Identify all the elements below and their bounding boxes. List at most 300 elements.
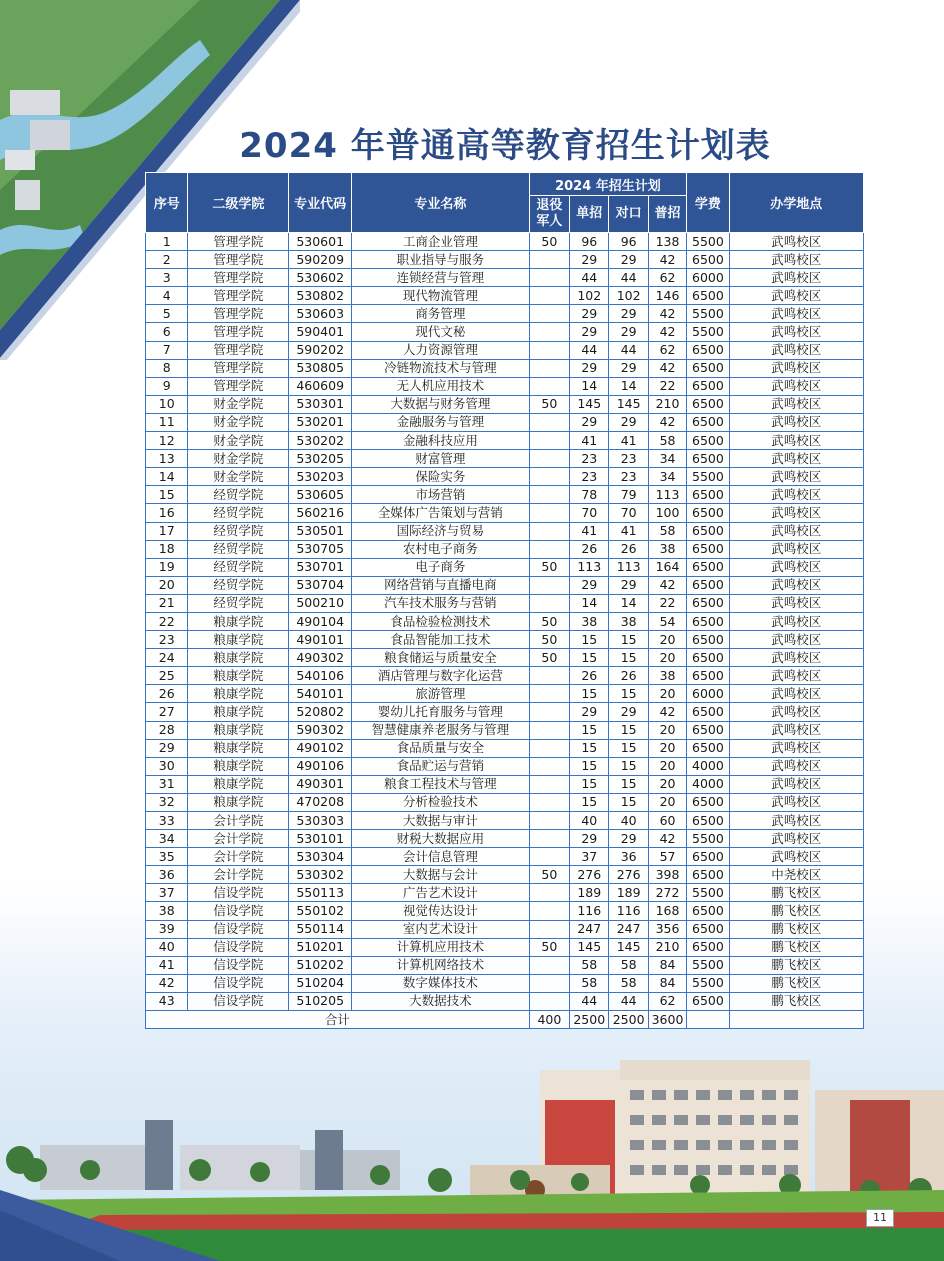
cell-dual: 113	[609, 558, 648, 576]
cell-dual: 44	[609, 269, 648, 287]
cell-general: 42	[648, 576, 686, 594]
cell-general: 398	[648, 866, 686, 884]
cell-college: 会计学院	[188, 812, 289, 830]
cell-campus: 武鸣校区	[729, 341, 863, 359]
cell-code: 490104	[289, 612, 352, 630]
cell-general: 146	[648, 287, 686, 305]
cell-major: 商务管理	[351, 305, 529, 323]
cell-single: 15	[570, 721, 609, 739]
cell-veteran	[529, 902, 569, 920]
cell-major: 室内艺术设计	[351, 920, 529, 938]
cell-seq: 2	[146, 251, 188, 269]
cell-campus: 武鸣校区	[729, 269, 863, 287]
cell-fee: 6500	[687, 540, 729, 558]
cell-college: 管理学院	[188, 251, 289, 269]
cell-dual: 15	[609, 739, 648, 757]
cell-seq: 6	[146, 323, 188, 341]
cell-code: 530802	[289, 287, 352, 305]
cell-general: 34	[648, 450, 686, 468]
cell-general: 42	[648, 305, 686, 323]
cell-college: 经贸学院	[188, 486, 289, 504]
cell-fee: 6500	[687, 721, 729, 739]
cell-veteran	[529, 703, 569, 721]
table-row	[146, 558, 864, 576]
cell-college: 信设学院	[188, 956, 289, 974]
cell-major: 市场营销	[351, 486, 529, 504]
cell-major: 食品检验检测技术	[351, 612, 529, 630]
cell-seq: 8	[146, 359, 188, 377]
total-dual: 2500	[609, 1011, 648, 1029]
cell-seq: 30	[146, 757, 188, 775]
cell-fee: 6500	[687, 866, 729, 884]
cell-code: 530704	[289, 576, 352, 594]
cell-general: 20	[648, 631, 686, 649]
cell-dual: 15	[609, 649, 648, 667]
cell-single: 44	[570, 992, 609, 1010]
cell-major: 财富管理	[351, 450, 529, 468]
cell-single: 23	[570, 468, 609, 486]
cell-seq: 27	[146, 703, 188, 721]
cell-major: 旅游管理	[351, 685, 529, 703]
cell-college: 粮康学院	[188, 667, 289, 685]
cell-dual: 23	[609, 450, 648, 468]
table-row	[146, 721, 864, 739]
table-row	[146, 830, 864, 848]
cell-campus: 鹏飞校区	[729, 938, 863, 956]
table-row	[146, 793, 864, 811]
cell-fee: 5500	[687, 233, 729, 251]
cell-single: 29	[570, 305, 609, 323]
cell-seq: 43	[146, 992, 188, 1010]
cell-veteran	[529, 848, 569, 866]
cell-dual: 247	[609, 920, 648, 938]
cell-veteran	[529, 450, 569, 468]
cell-seq: 21	[146, 594, 188, 612]
table-row	[146, 703, 864, 721]
cell-seq: 5	[146, 305, 188, 323]
cell-dual: 116	[609, 902, 648, 920]
cell-college: 财金学院	[188, 468, 289, 486]
cell-dual: 29	[609, 323, 648, 341]
cell-dual: 29	[609, 359, 648, 377]
cell-college: 信设学院	[188, 992, 289, 1010]
cell-fee: 6500	[687, 432, 729, 450]
cell-veteran	[529, 377, 569, 395]
cell-code: 590302	[289, 721, 352, 739]
cell-code: 530603	[289, 305, 352, 323]
cell-major: 连锁经营与管理	[351, 269, 529, 287]
cell-seq: 40	[146, 938, 188, 956]
cell-dual: 14	[609, 377, 648, 395]
cell-college: 经贸学院	[188, 522, 289, 540]
cell-campus: 武鸣校区	[729, 504, 863, 522]
cell-single: 102	[570, 287, 609, 305]
cell-code: 490101	[289, 631, 352, 649]
table-row	[146, 432, 864, 450]
cell-major: 会计信息管理	[351, 848, 529, 866]
cell-college: 信设学院	[188, 938, 289, 956]
cell-single: 14	[570, 377, 609, 395]
cell-single: 189	[570, 884, 609, 902]
cell-code: 530705	[289, 540, 352, 558]
cell-general: 60	[648, 812, 686, 830]
cell-college: 粮康学院	[188, 612, 289, 630]
cell-code: 560216	[289, 504, 352, 522]
cell-single: 40	[570, 812, 609, 830]
cell-campus: 武鸣校区	[729, 323, 863, 341]
cell-veteran	[529, 812, 569, 830]
cell-campus: 武鸣校区	[729, 359, 863, 377]
cell-code: 530701	[289, 558, 352, 576]
cell-veteran	[529, 884, 569, 902]
cell-code: 500210	[289, 594, 352, 612]
cell-college: 粮康学院	[188, 757, 289, 775]
cell-single: 15	[570, 775, 609, 793]
cell-major: 数字媒体技术	[351, 974, 529, 992]
page-number: 11	[866, 1209, 894, 1227]
cell-college: 经贸学院	[188, 504, 289, 522]
cell-fee: 6000	[687, 269, 729, 287]
table-row	[146, 269, 864, 287]
cell-single: 29	[570, 830, 609, 848]
cell-major: 保险实务	[351, 468, 529, 486]
cell-general: 168	[648, 902, 686, 920]
cell-seq: 29	[146, 739, 188, 757]
cell-college: 管理学院	[188, 287, 289, 305]
cell-seq: 13	[146, 450, 188, 468]
cell-code: 540101	[289, 685, 352, 703]
cell-campus: 武鸣校区	[729, 612, 863, 630]
cell-general: 62	[648, 269, 686, 287]
cell-fee: 5500	[687, 305, 729, 323]
cell-code: 530303	[289, 812, 352, 830]
cell-code: 530601	[289, 233, 352, 251]
cell-dual: 15	[609, 793, 648, 811]
cell-general: 58	[648, 432, 686, 450]
cell-veteran	[529, 956, 569, 974]
cell-college: 经贸学院	[188, 594, 289, 612]
cell-code: 550102	[289, 902, 352, 920]
cell-veteran	[529, 974, 569, 992]
cell-major: 广告艺术设计	[351, 884, 529, 902]
table-row	[146, 631, 864, 649]
cell-veteran	[529, 522, 569, 540]
cell-general: 42	[648, 413, 686, 431]
cell-veteran	[529, 305, 569, 323]
cell-dual: 29	[609, 830, 648, 848]
cell-dual: 96	[609, 233, 648, 251]
cell-college: 管理学院	[188, 305, 289, 323]
cell-code: 530101	[289, 830, 352, 848]
cell-campus: 武鸣校区	[729, 703, 863, 721]
cell-veteran	[529, 721, 569, 739]
cell-fee: 6000	[687, 685, 729, 703]
cell-college: 粮康学院	[188, 631, 289, 649]
cell-general: 20	[648, 685, 686, 703]
cell-code: 550113	[289, 884, 352, 902]
cell-code: 540106	[289, 667, 352, 685]
cell-dual: 41	[609, 522, 648, 540]
cell-major: 现代文秘	[351, 323, 529, 341]
cell-seq: 32	[146, 793, 188, 811]
total-label: 合计	[146, 1011, 530, 1029]
cell-single: 29	[570, 359, 609, 377]
cell-dual: 29	[609, 251, 648, 269]
cell-fee: 6500	[687, 395, 729, 413]
cell-fee: 6500	[687, 631, 729, 649]
cell-single: 29	[570, 413, 609, 431]
cell-fee: 6500	[687, 576, 729, 594]
cell-veteran	[529, 269, 569, 287]
cell-campus: 武鸣校区	[729, 287, 863, 305]
cell-veteran	[529, 287, 569, 305]
cell-veteran: 50	[529, 233, 569, 251]
cell-veteran	[529, 468, 569, 486]
cell-veteran: 50	[529, 558, 569, 576]
cell-campus: 武鸣校区	[729, 450, 863, 468]
cell-code: 470208	[289, 793, 352, 811]
cell-seq: 39	[146, 920, 188, 938]
cell-single: 96	[570, 233, 609, 251]
cell-campus: 武鸣校区	[729, 775, 863, 793]
cell-veteran	[529, 251, 569, 269]
cell-fee: 5500	[687, 956, 729, 974]
cell-fee: 4000	[687, 757, 729, 775]
cell-fee: 5500	[687, 974, 729, 992]
cell-seq: 15	[146, 486, 188, 504]
cell-fee: 6500	[687, 848, 729, 866]
cell-college: 信设学院	[188, 902, 289, 920]
cell-veteran	[529, 685, 569, 703]
cell-dual: 29	[609, 305, 648, 323]
cell-veteran	[529, 830, 569, 848]
table-row	[146, 649, 864, 667]
cell-college: 会计学院	[188, 830, 289, 848]
cell-code: 490102	[289, 739, 352, 757]
header-dual: 对口	[609, 196, 648, 233]
cell-fee: 6500	[687, 251, 729, 269]
cell-college: 信设学院	[188, 920, 289, 938]
cell-fee: 6500	[687, 341, 729, 359]
cell-fee: 4000	[687, 775, 729, 793]
cell-fee: 6500	[687, 594, 729, 612]
cell-major: 工商企业管理	[351, 233, 529, 251]
cell-code: 590401	[289, 323, 352, 341]
cell-campus: 武鸣校区	[729, 721, 863, 739]
cell-fee: 6500	[687, 522, 729, 540]
cell-campus: 武鸣校区	[729, 251, 863, 269]
cell-single: 38	[570, 612, 609, 630]
cell-campus: 武鸣校区	[729, 830, 863, 848]
cell-college: 会计学院	[188, 848, 289, 866]
cell-college: 粮康学院	[188, 649, 289, 667]
cell-seq: 34	[146, 830, 188, 848]
cell-dual: 40	[609, 812, 648, 830]
cell-campus: 鹏飞校区	[729, 956, 863, 974]
cell-code: 510205	[289, 992, 352, 1010]
table-row	[146, 323, 864, 341]
cell-campus: 武鸣校区	[729, 685, 863, 703]
cell-campus: 武鸣校区	[729, 558, 863, 576]
table-row	[146, 685, 864, 703]
cell-campus: 武鸣校区	[729, 522, 863, 540]
cell-major: 网络营销与直播电商	[351, 576, 529, 594]
cell-campus: 武鸣校区	[729, 739, 863, 757]
table-row	[146, 920, 864, 938]
table-row	[146, 757, 864, 775]
cell-fee: 6500	[687, 938, 729, 956]
table-row	[146, 739, 864, 757]
cell-single: 145	[570, 395, 609, 413]
cell-college: 会计学院	[188, 866, 289, 884]
cell-fee: 6500	[687, 359, 729, 377]
cell-general: 42	[648, 359, 686, 377]
cell-fee: 6500	[687, 504, 729, 522]
cell-campus: 武鸣校区	[729, 576, 863, 594]
cell-seq: 33	[146, 812, 188, 830]
enrollment-plan-table	[145, 172, 864, 1029]
cell-campus: 武鸣校区	[729, 757, 863, 775]
cell-college: 粮康学院	[188, 703, 289, 721]
table-row	[146, 450, 864, 468]
cell-single: 37	[570, 848, 609, 866]
cell-general: 38	[648, 667, 686, 685]
cell-major: 电子商务	[351, 558, 529, 576]
cell-dual: 44	[609, 992, 648, 1010]
cell-dual: 189	[609, 884, 648, 902]
cell-dual: 58	[609, 974, 648, 992]
cell-single: 26	[570, 667, 609, 685]
cell-seq: 9	[146, 377, 188, 395]
cell-fee: 6500	[687, 667, 729, 685]
cell-campus: 武鸣校区	[729, 649, 863, 667]
cell-general: 22	[648, 377, 686, 395]
cell-fee: 6500	[687, 812, 729, 830]
header-major: 专业名称	[351, 173, 529, 233]
cell-fee: 6500	[687, 793, 729, 811]
cell-college: 信设学院	[188, 884, 289, 902]
cell-general: 42	[648, 323, 686, 341]
cell-fee: 6500	[687, 287, 729, 305]
cell-veteran	[529, 757, 569, 775]
total-general: 3600	[648, 1011, 686, 1029]
cell-single: 15	[570, 757, 609, 775]
table-row	[146, 576, 864, 594]
page-title: 2024 年普通高等教育招生计划表	[239, 126, 771, 166]
table-row	[146, 486, 864, 504]
cell-college: 粮康学院	[188, 775, 289, 793]
table-row	[146, 305, 864, 323]
cell-major: 粮食工程技术与管理	[351, 775, 529, 793]
cell-dual: 23	[609, 468, 648, 486]
cell-general: 138	[648, 233, 686, 251]
cell-campus: 中尧校区	[729, 866, 863, 884]
table-row	[146, 504, 864, 522]
cell-veteran: 50	[529, 866, 569, 884]
cell-seq: 14	[146, 468, 188, 486]
table-row	[146, 956, 864, 974]
cell-single: 58	[570, 974, 609, 992]
cell-seq: 17	[146, 522, 188, 540]
cell-code: 530501	[289, 522, 352, 540]
header-fee: 学费	[687, 173, 729, 233]
cell-dual: 70	[609, 504, 648, 522]
table-row	[146, 884, 864, 902]
cell-code: 530302	[289, 866, 352, 884]
header-single: 单招	[570, 196, 609, 233]
cell-campus: 鹏飞校区	[729, 884, 863, 902]
cell-single: 58	[570, 956, 609, 974]
cell-code: 510202	[289, 956, 352, 974]
cell-general: 20	[648, 721, 686, 739]
cell-fee: 6500	[687, 920, 729, 938]
cell-code: 530301	[289, 395, 352, 413]
cell-code: 550114	[289, 920, 352, 938]
cell-college: 粮康学院	[188, 721, 289, 739]
cell-major: 粮食储运与质量安全	[351, 649, 529, 667]
cell-college: 信设学院	[188, 974, 289, 992]
cell-general: 20	[648, 649, 686, 667]
cell-seq: 11	[146, 413, 188, 431]
cell-major: 汽车技术服务与营销	[351, 594, 529, 612]
cell-college: 粮康学院	[188, 739, 289, 757]
cell-campus: 武鸣校区	[729, 848, 863, 866]
cell-general: 42	[648, 703, 686, 721]
cell-major: 食品质量与安全	[351, 739, 529, 757]
cell-dual: 15	[609, 757, 648, 775]
total-single: 2500	[570, 1011, 609, 1029]
table-row	[146, 359, 864, 377]
cell-veteran	[529, 341, 569, 359]
cell-veteran	[529, 540, 569, 558]
cell-dual: 79	[609, 486, 648, 504]
cell-dual: 29	[609, 576, 648, 594]
cell-fee: 6500	[687, 558, 729, 576]
cell-general: 84	[648, 956, 686, 974]
cell-campus: 武鸣校区	[729, 594, 863, 612]
cell-general: 164	[648, 558, 686, 576]
cell-single: 247	[570, 920, 609, 938]
cell-single: 23	[570, 450, 609, 468]
table-row	[146, 395, 864, 413]
cell-college: 财金学院	[188, 450, 289, 468]
table-row	[146, 902, 864, 920]
cell-code: 460609	[289, 377, 352, 395]
cell-single: 15	[570, 739, 609, 757]
table-row	[146, 287, 864, 305]
cell-seq: 24	[146, 649, 188, 667]
cell-single: 15	[570, 793, 609, 811]
cell-veteran	[529, 775, 569, 793]
cell-dual: 15	[609, 685, 648, 703]
cell-campus: 鹏飞校区	[729, 902, 863, 920]
cell-campus: 鹏飞校区	[729, 920, 863, 938]
cell-dual: 15	[609, 775, 648, 793]
cell-general: 272	[648, 884, 686, 902]
cell-veteran: 50	[529, 395, 569, 413]
cell-major: 计算机应用技术	[351, 938, 529, 956]
cell-general: 20	[648, 739, 686, 757]
cell-veteran	[529, 432, 569, 450]
table-row	[146, 848, 864, 866]
cell-major: 分析检验技术	[351, 793, 529, 811]
cell-seq: 3	[146, 269, 188, 287]
cell-dual: 14	[609, 594, 648, 612]
cell-seq: 26	[146, 685, 188, 703]
cell-major: 国际经济与贸易	[351, 522, 529, 540]
cell-college: 管理学院	[188, 269, 289, 287]
cell-veteran	[529, 486, 569, 504]
